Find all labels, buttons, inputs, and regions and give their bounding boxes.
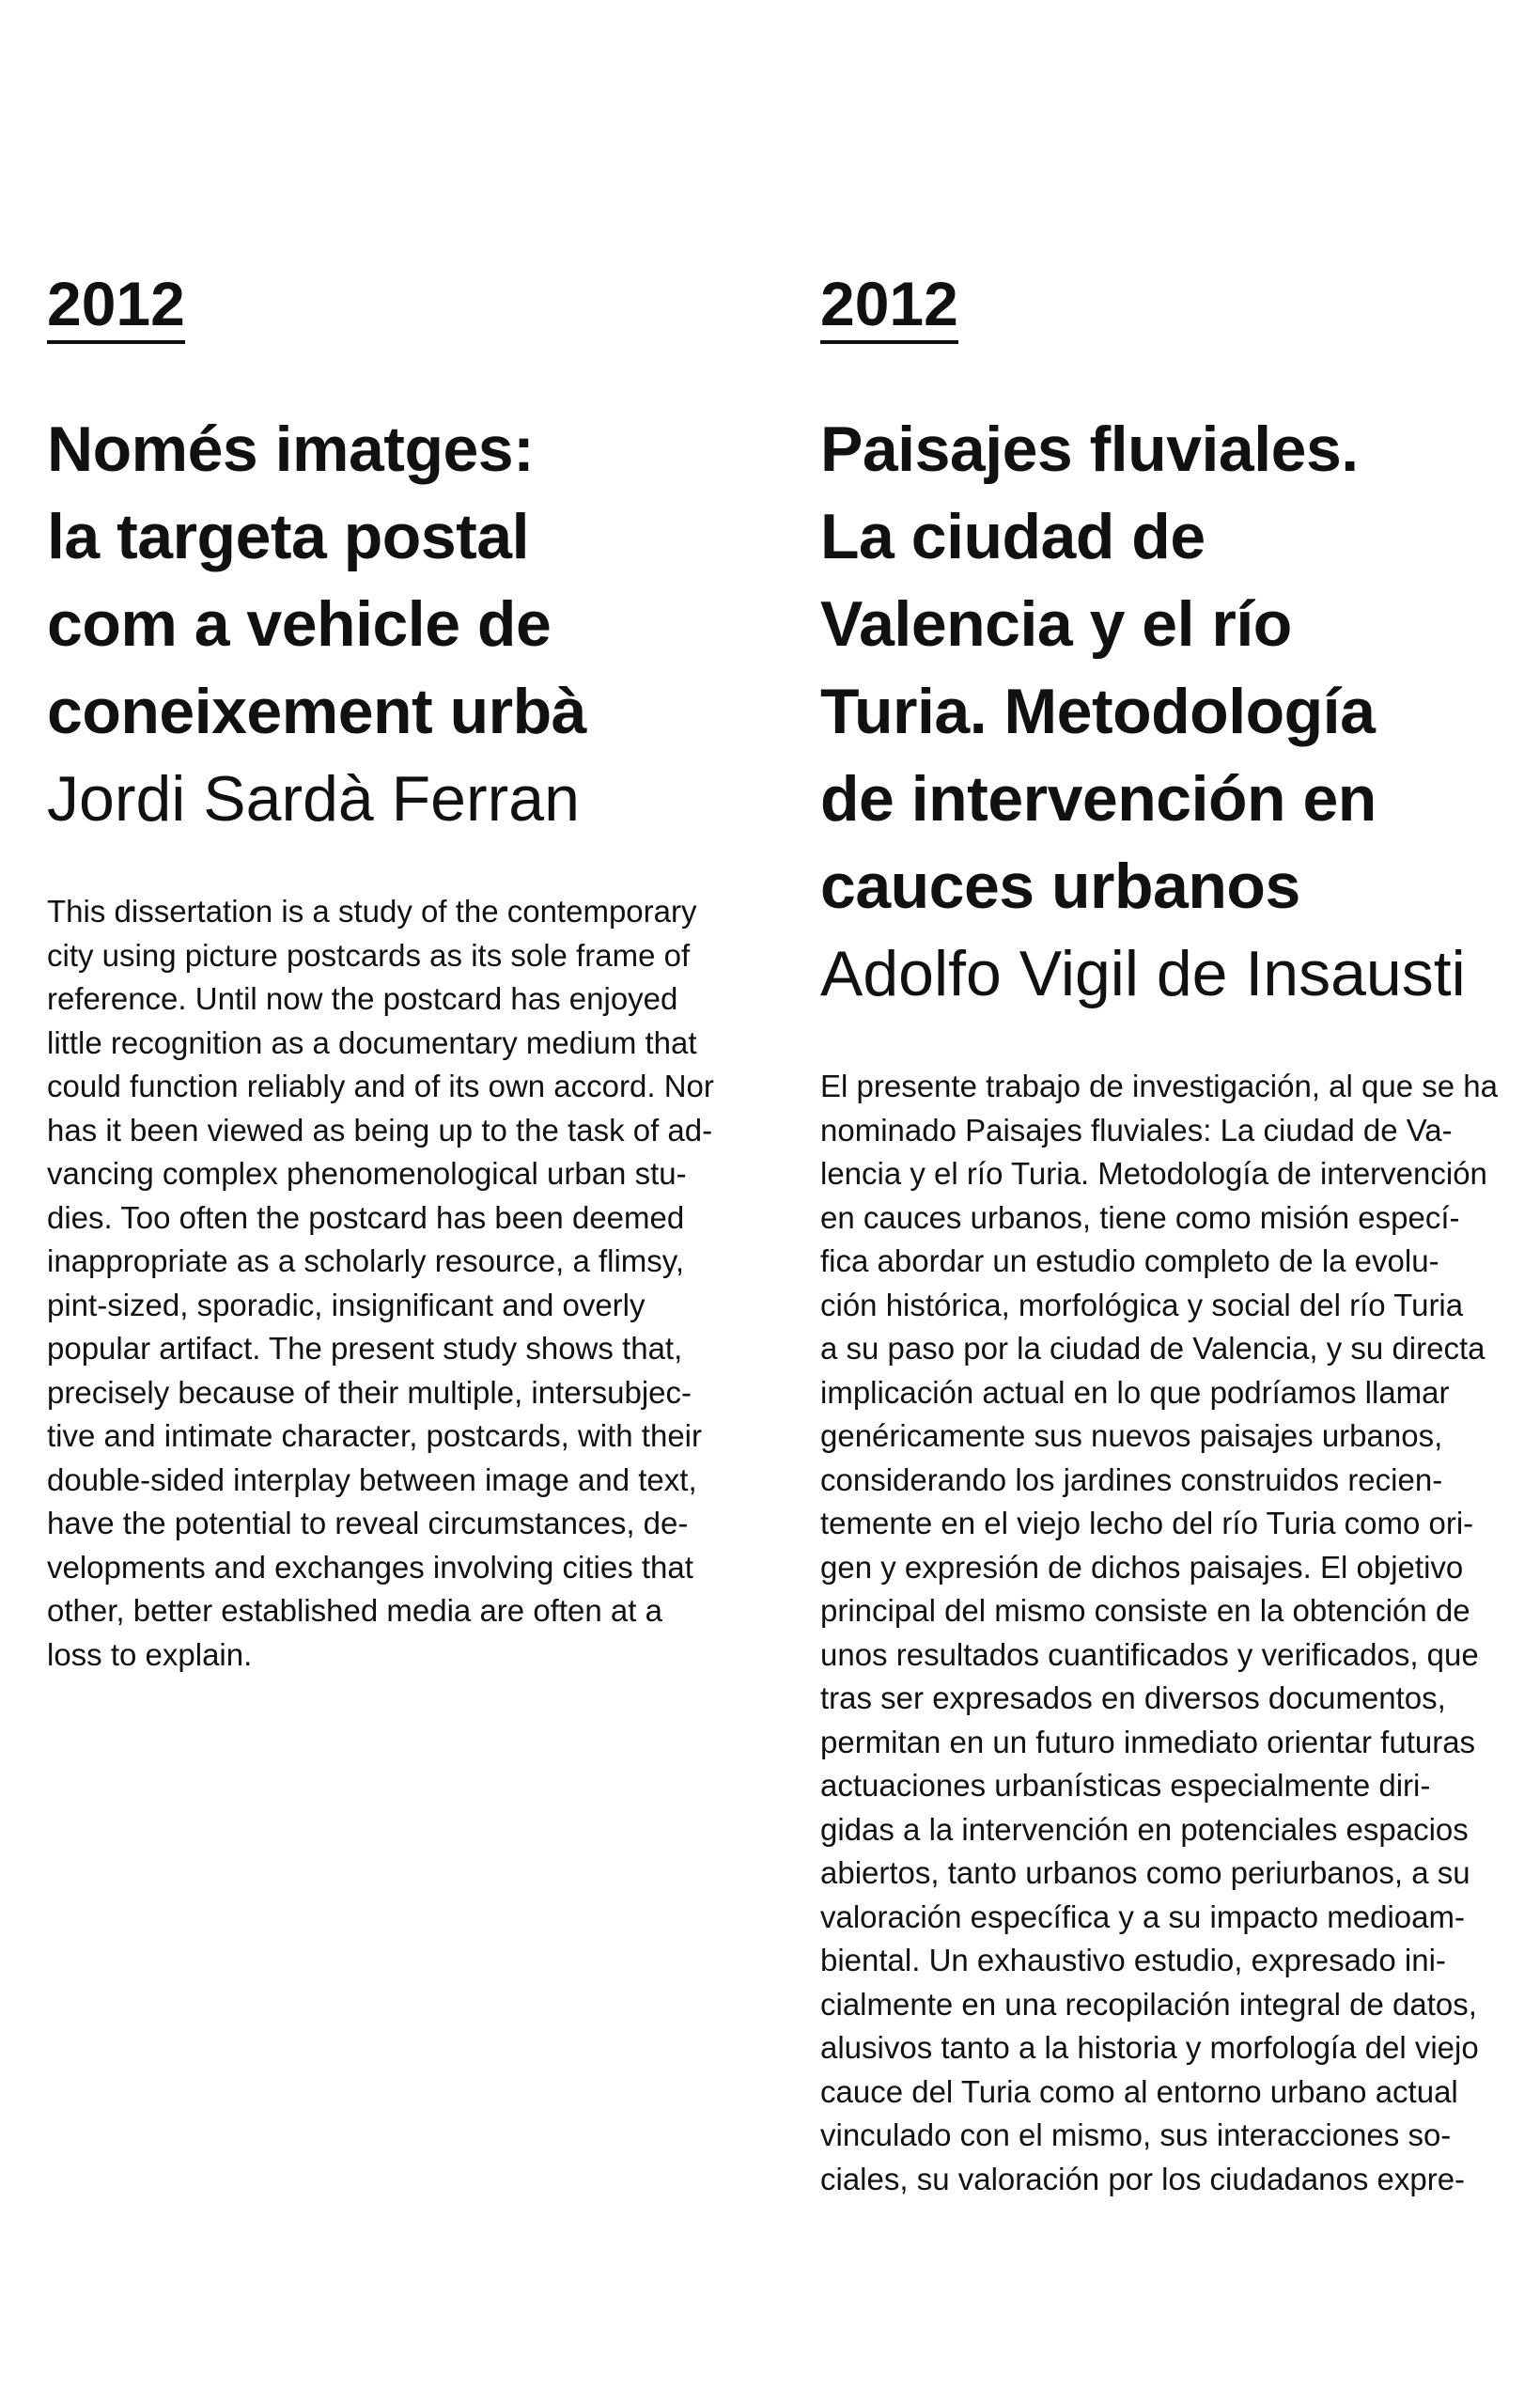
- title-line: com a vehicle de: [47, 588, 552, 660]
- abstract-line: loss to explain.: [47, 1636, 253, 1672]
- abstract-line: biental. Un exhaustivo estudio, expresado ini-: [820, 1943, 1446, 1977]
- abstract-line: precisely because of their multiple, intersubjec-: [47, 1374, 692, 1410]
- abstract-line: reference. Until now the postcard has enjoyed: [47, 981, 678, 1016]
- abstract-line: a su paso por la ciudad de Valencia, y su directa: [820, 1331, 1486, 1366]
- abstract-line: unos resultados cuantificados y verificados, que: [820, 1636, 1479, 1672]
- thesis-abstract: [820, 1065, 1517, 2201]
- thesis-author: Adolfo Vigil de Insausti: [820, 938, 1466, 1009]
- abstract-line: could function reliably and of its own accord. Nor: [47, 1069, 714, 1103]
- year-heading: 2012: [47, 273, 185, 344]
- abstract-line: This dissertation is a study of the contemporary: [47, 894, 697, 929]
- title-line: cauces urbanos: [820, 851, 1300, 922]
- abstract-line: vancing complex phenomenological urban stu-: [47, 1156, 687, 1191]
- abstract-line: actuaciones urbanísticas especialmente diri-: [820, 1768, 1431, 1803]
- abstract-line: little recognition as a documentary medium that: [47, 1024, 697, 1060]
- thesis-title: [47, 406, 744, 756]
- abstract-line: genéricamente sus nuevos paisajes urbanos,: [820, 1418, 1443, 1453]
- thesis-title: [820, 406, 1517, 930]
- abstract-line: vinculado con el mismo, sus interacciones so-: [820, 2117, 1452, 2152]
- abstract-line: has it been viewed as being up to the task of ad-: [47, 1112, 713, 1148]
- abstract-line: temente en el viejo lecho del río Turia como ori-: [820, 1506, 1474, 1540]
- abstract-line: en cauces urbanos, tiene como misión especí-: [820, 1199, 1460, 1235]
- title-line: Turia. Metodología: [820, 676, 1376, 747]
- thesis-entry-right: [820, 269, 1517, 2201]
- abstract-line: abiertos, tanto urbanos como periurbanos, a su: [820, 1855, 1470, 1890]
- abstract-line: fica abordar un estudio completo de la evolu-: [820, 1243, 1439, 1278]
- abstract-line: valoración específica y a su impacto medioam-: [820, 1898, 1465, 1934]
- abstract-line: considerando los jardines construidos recien-: [820, 1461, 1443, 1497]
- abstract-line: lencia y el río Turia. Metodología de intervención: [820, 1156, 1487, 1191]
- abstract-line: inappropriate as a scholarly resource, a flimsy,: [47, 1243, 685, 1278]
- title-line: La ciudad de: [820, 501, 1206, 572]
- year-heading: 2012: [820, 273, 958, 344]
- abstract-line: popular artifact. The present study shows that,: [47, 1331, 683, 1366]
- abstract-line: El presente trabajo de investigación, al que se ha: [820, 1069, 1498, 1103]
- title-line: coneixement urbà: [47, 676, 586, 747]
- abstract-line: dies. Too often the postcard has been deemed: [47, 1199, 685, 1235]
- abstract-line: principal del mismo consiste en la obtención de: [820, 1593, 1470, 1628]
- abstract-line: tive and intimate character, postcards, with their: [47, 1418, 702, 1453]
- abstract-line: have the potential to reveal circumstances, de-: [47, 1506, 689, 1540]
- abstract-line: tras ser expresados en diversos documentos,: [820, 1680, 1446, 1715]
- abstract-line: other, better established media are often at a: [47, 1593, 662, 1628]
- title-line: Només imatges:: [47, 414, 535, 485]
- abstract-line: cauce del Turia como al entorno urbano actual: [820, 2073, 1458, 2109]
- abstract-line: velopments and exchanges involving cities that: [47, 1549, 693, 1585]
- title-line: de intervención en: [820, 763, 1377, 835]
- abstract-line: implicación actual en lo que podríamos llamar: [820, 1374, 1450, 1410]
- abstract-line: pint-sized, sporadic, insignificant and overly: [47, 1287, 646, 1322]
- abstract-line: gen y expresión de dichos paisajes. El objetivo: [820, 1549, 1464, 1585]
- abstract-line: permitan en un futuro inmediato orientar futuras: [820, 1724, 1476, 1759]
- thesis-abstract: [47, 890, 744, 1677]
- thesis-entry-left: [47, 269, 744, 1677]
- abstract-line: double-sided interplay between image and text,: [47, 1461, 697, 1497]
- title-line: Paisajes fluviales.: [820, 414, 1359, 485]
- abstract-line: city using picture postcards as its sole frame of: [47, 937, 691, 973]
- abstract-line: ción histórica, morfológica y social del río Turia: [820, 1287, 1464, 1322]
- title-line: Valencia y el río: [820, 588, 1292, 660]
- abstract-line: ciales, su valoración por los ciudadanos expre-: [820, 2161, 1466, 2196]
- title-line: la targeta postal: [47, 501, 529, 572]
- thesis-author: Jordi Sardà Ferran: [47, 763, 580, 835]
- abstract-line: cialmente en una recopilación integral de datos,: [820, 1986, 1477, 2022]
- abstract-line: nominado Paisajes fluviales: La ciudad de Va-: [820, 1112, 1453, 1148]
- abstract-line: gidas a la intervención en potenciales espacios: [820, 1811, 1469, 1847]
- abstract-line: alusivos tanto a la historia y morfología del viejo: [820, 2030, 1479, 2065]
